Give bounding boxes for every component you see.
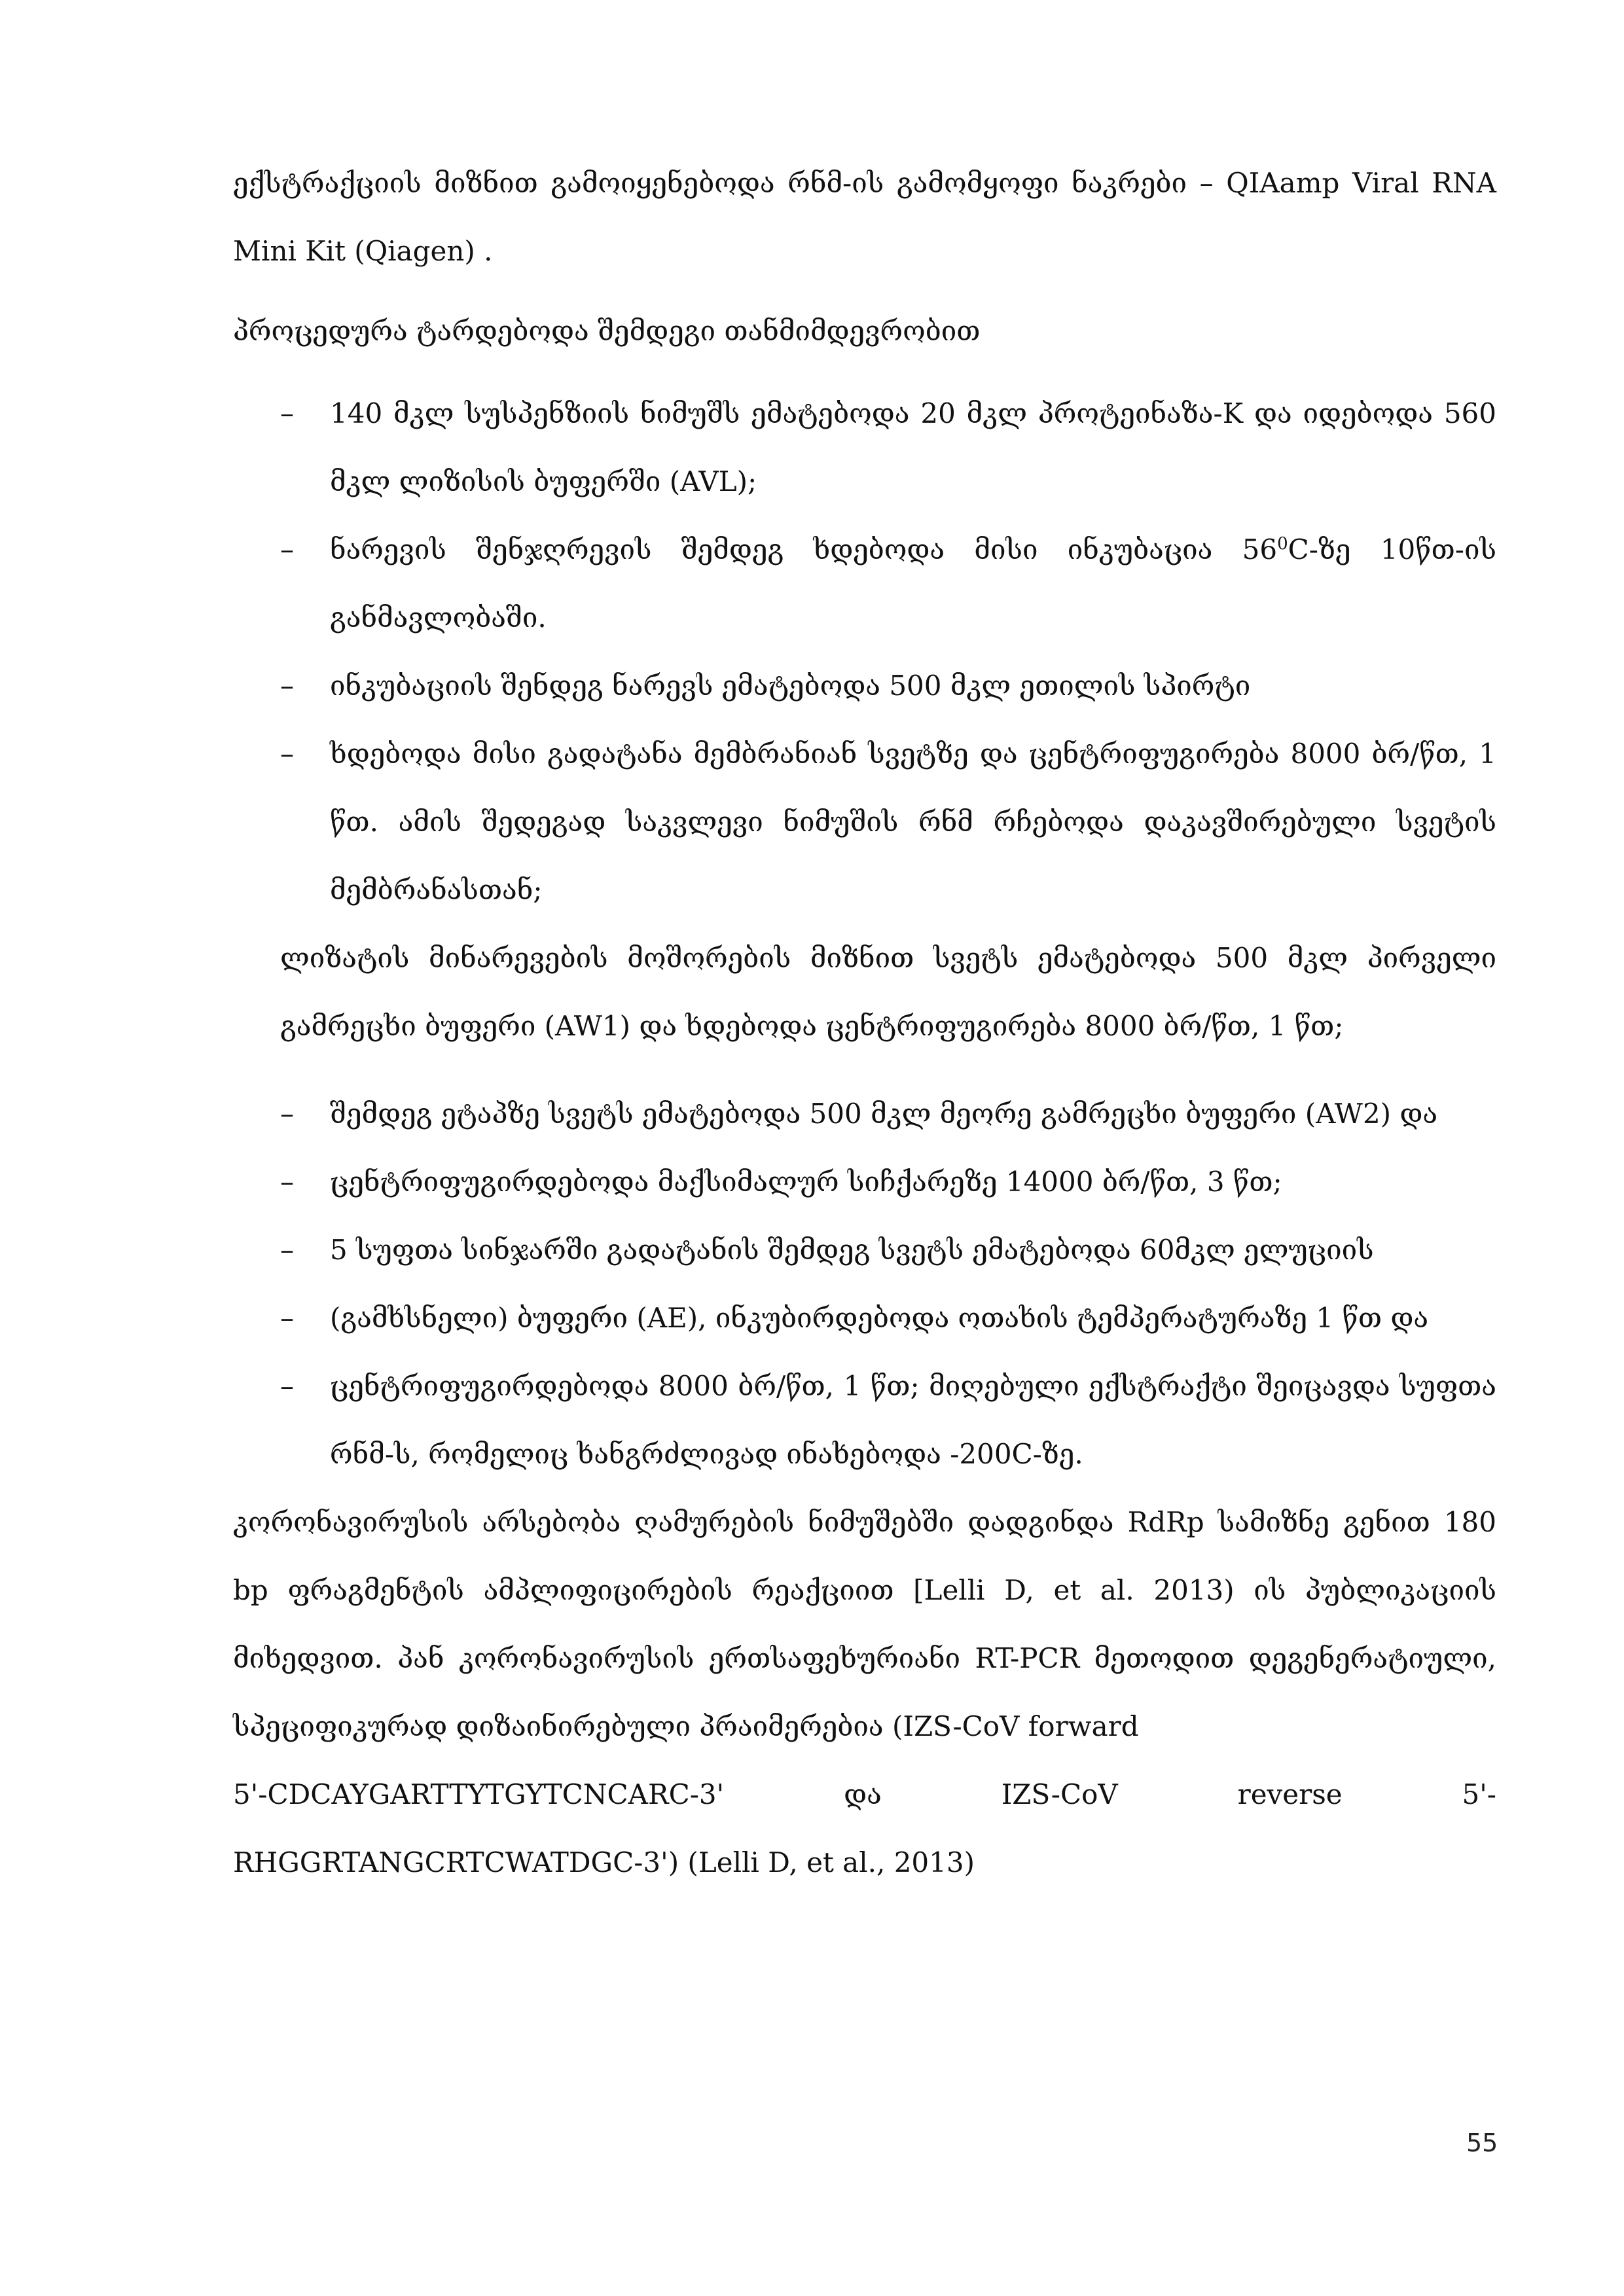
list-item-text: (გამხსნელი) ბუფერი (AE), ინკუბირდებოდა ოთახის ტემპერატურაზე 1 წთ და	[330, 1302, 1429, 1334]
list-item	[233, 720, 1496, 924]
degree-superscript: 0	[1277, 534, 1288, 554]
primer-sequence-line	[233, 1761, 1496, 1829]
reverse-word: reverse	[1237, 1778, 1343, 1810]
list-item-text: ინკუბაციის შენდეგ ნარევს ემატებოდა 500 მკლ ეთილის სპირტი	[330, 670, 1251, 702]
list-item	[233, 380, 1496, 516]
dash-marker: –	[280, 1098, 294, 1130]
washing-paragraph: ლიზატის მინარევების მოშორების მიზნით სვეტს ემატებოდა 500 მკლ პირველი გამრეცხი ბუფერი (AW1) და ხდებოდა ცენტრიფუგირება 8000 ბრ/წთ, 1 წთ;	[280, 942, 1496, 1042]
list-item-text	[330, 533, 1496, 634]
page-content	[233, 149, 1496, 1897]
list-item-text: ხდებოდა მისი გადატანა მემბრანიან სვეტზე და ცენტრიფუგირება 8000 ბრ/წთ, 1 წთ. ამის შედეგად საკვლევი ნიმუშის რნმ რჩებოდა დაკავშირებული სვეტის მემბრანასთან;	[330, 738, 1496, 906]
list-item	[233, 1352, 1496, 1488]
list-item	[233, 652, 1496, 720]
list-item-text: 5 სუფთა სინჯარში გადატანის შემდეგ სვეტს ემატებოდა 60მკლ ელუციის	[330, 1234, 1374, 1266]
procedure-heading: პროცედურა ტარდებოდა შემდეგი თანმიმდევრობით	[233, 315, 981, 347]
intro-paragraph: ექსტრაქციის მიზნით გამოიყენებოდა რნმ-ის გამომყოფი ნაკრები – QIAamp Viral RNA Mini Kit (Qiagen) .	[233, 167, 1496, 267]
dash-marker: –	[280, 533, 294, 565]
list-item-text: შემდეგ ეტაპზე სვეტს ემატებოდა 500 მკლ მეორე გამრეცხი ბუფერი (AW2) და	[330, 1098, 1438, 1130]
reverse-primer-start: 5'-	[1462, 1778, 1496, 1810]
dash-marker: –	[280, 670, 294, 702]
conjunction-word: და	[844, 1778, 882, 1810]
list-item-text: ცენტრიფუგირდებოდა 8000 ბრ/წთ, 1 წთ; მიღებული ექსტრაქტი შეიცავდა სუფთა რნმ-ს, რომელიც ხანგრძლივად ინახებოდა -200C-ზე.	[330, 1370, 1496, 1470]
list-item	[233, 1148, 1496, 1216]
steps-list-b	[233, 1080, 1496, 1488]
list-item-text-after: C-ზე 10წთ-ის განმავლობაში.	[330, 533, 1496, 634]
list-item	[233, 516, 1496, 652]
list-item-text-before: ნარევის შენჯღრევის შემდეგ ხდებოდა მისი ინკუბაცია 56	[330, 533, 1278, 565]
list-item-text: ცენტრიფუგირდებოდა მაქსიმალურ სიჩქარეზე 14000 ბრ/წთ, 3 წთ;	[330, 1166, 1282, 1198]
dash-marker: –	[280, 397, 294, 429]
closing-paragraph: კორონავირუსის არსებობა ღამურების ნიმუშებში დადგინდა RdRp სამიზნე გენით 180 bp ფრაგმენტის ამპლიფიცირების რეაქციით [Lelli D, et al. 2013) ის პუბლიკაციის მიხედვით. პან კორონავირუსის ერთსაფეხურიანი RT-PCR მეთოდით დეგენერატიული, სპეციფიკურად დიზაინირებული პრაიმერებია (IZS-CoV forward	[233, 1506, 1496, 1742]
steps-list-a	[233, 380, 1496, 924]
page-number: 55	[1466, 2128, 1498, 2157]
dash-marker: –	[280, 1234, 294, 1266]
dash-marker: –	[280, 1302, 294, 1334]
reverse-primer-name: IZS-CoV	[1001, 1778, 1118, 1810]
dash-marker: –	[280, 1370, 294, 1402]
list-item-text: 140 მკლ სუსპენზიის ნიმუშს ემატებოდა 20 მკლ პროტეინაზა-K და იდებოდა 560 მკლ ლიზისის ბუფერში (AVL);	[330, 397, 1496, 497]
list-item	[233, 1216, 1496, 1284]
dash-marker: –	[280, 738, 294, 770]
list-item	[233, 1080, 1496, 1148]
forward-primer-sequence: 5'-CDCAYGARTTYTGYTCNCARC-3'	[233, 1778, 725, 1810]
closing-last-line: RHGGRTANGCRTCWATDGC-3') (Lelli D, et al., 2013)	[233, 1846, 975, 1878]
dash-marker: –	[280, 1166, 294, 1198]
list-item	[233, 1284, 1496, 1352]
